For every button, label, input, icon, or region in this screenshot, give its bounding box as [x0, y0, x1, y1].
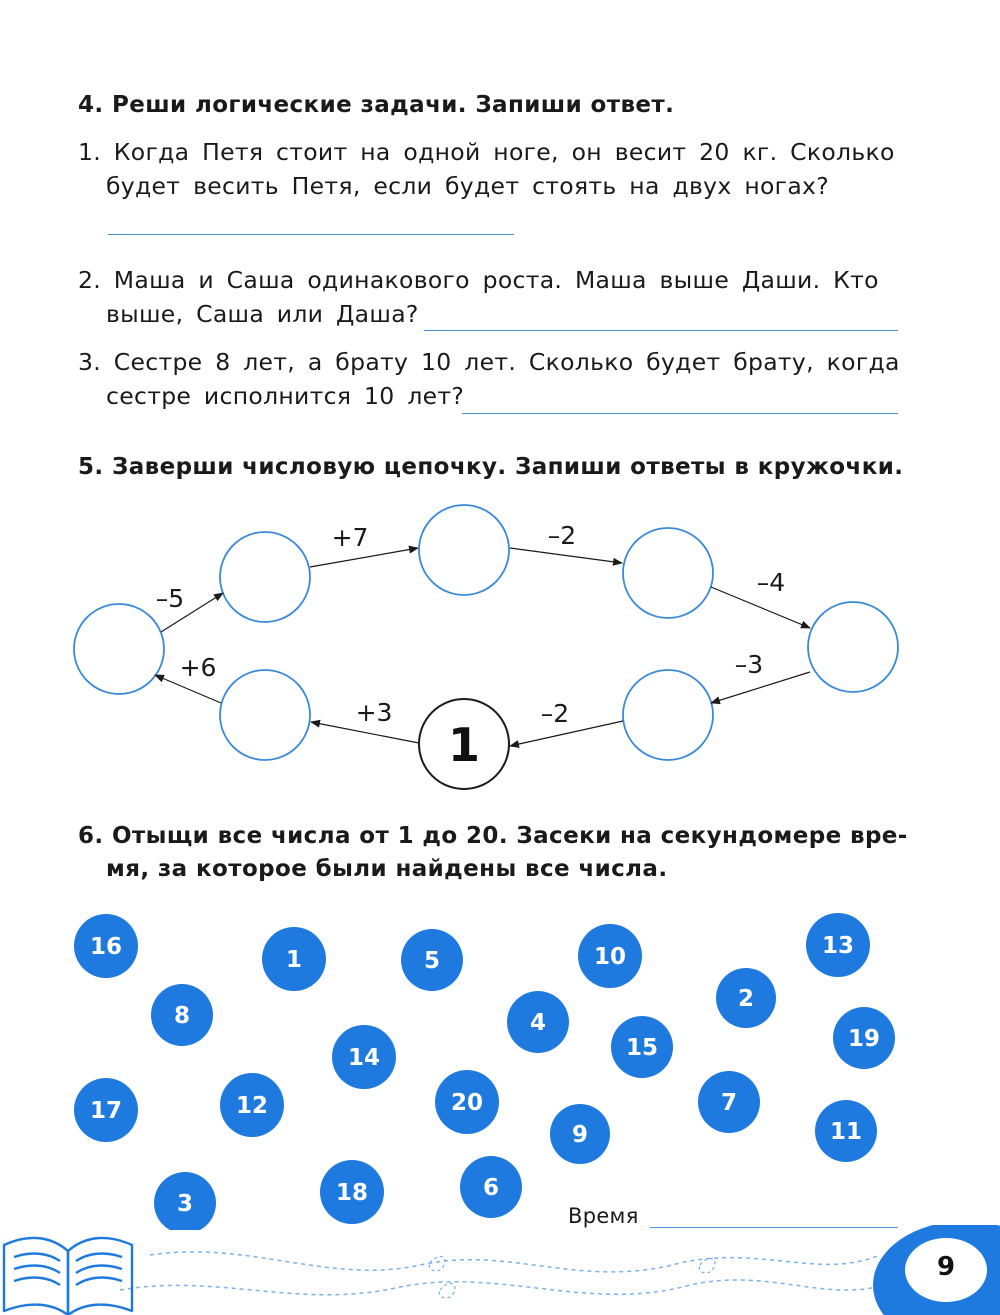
number-dot-18[interactable]	[320, 1160, 384, 1224]
chain-circle-h[interactable]	[220, 670, 310, 760]
number-dot-label: 4	[529, 1010, 547, 1036]
number-dot-label: 14	[347, 1045, 381, 1071]
q3-answer-line[interactable]	[462, 413, 898, 414]
q1-line1: 1. Когда Петя стоит на одной ноге, он весит 20 кг. Сколько	[78, 138, 895, 166]
number-dot-label: 6	[482, 1175, 500, 1201]
q2-line1: 2. Маша и Саша одинакового роста. Маша выше Даши. Кто	[78, 266, 879, 294]
chain-circle-c[interactable]	[419, 505, 509, 595]
task6-title-line2: мя, за которое были найдены все числа.	[106, 856, 668, 882]
number-dot-6[interactable]	[460, 1156, 522, 1218]
number-dot-label: 2	[737, 986, 755, 1012]
number-dot-label: 15	[625, 1035, 659, 1061]
q1-answer-line[interactable]	[108, 234, 514, 235]
number-dot-14[interactable]	[332, 1025, 396, 1089]
op-label-1: –5	[155, 584, 185, 613]
number-dot-17[interactable]	[74, 1078, 138, 1142]
number-dot-3[interactable]	[154, 1172, 216, 1230]
number-dot-label: 11	[829, 1119, 863, 1145]
number-dot-12[interactable]	[220, 1073, 284, 1137]
number-dot-label: 10	[593, 944, 627, 970]
chain-circle-e[interactable]	[808, 602, 898, 692]
number-dot-2[interactable]	[716, 968, 776, 1028]
number-dot-20[interactable]	[435, 1070, 499, 1134]
chain-circle-d[interactable]	[623, 528, 713, 618]
number-dot-label: 17	[89, 1098, 123, 1124]
op-label-6: –2	[540, 699, 570, 728]
number-dot-label: 13	[821, 933, 855, 959]
number-dot-label: 1	[285, 947, 303, 973]
op-label-3: –2	[547, 521, 577, 550]
number-dot-1[interactable]	[262, 927, 326, 991]
number-dot-15[interactable]	[611, 1016, 673, 1078]
task5-title: 5. Заверши числовую цепочку. Запиши ответы в кружочки.	[78, 454, 904, 480]
number-dot-label: 12	[235, 1093, 269, 1119]
number-dot-label: 5	[423, 948, 441, 974]
number-dot-label: 16	[89, 934, 123, 960]
q1-line2: будет весить Петя, если будет стоять на двух ногах?	[106, 172, 829, 200]
op-label-7: +3	[355, 698, 393, 727]
op-label-8: +6	[179, 653, 217, 682]
q3-line2: сестре исполнится 10 лет?	[106, 382, 465, 410]
number-dot-label: 9	[571, 1122, 589, 1148]
dashed-wave-bottom	[120, 1280, 890, 1295]
number-dot-label: 7	[720, 1090, 738, 1116]
number-dot-10[interactable]	[578, 924, 642, 988]
footer-decoration	[0, 1225, 1000, 1315]
number-dot-label: 20	[450, 1090, 484, 1116]
chain-start-value: 1	[447, 718, 481, 772]
number-chain	[0, 490, 1000, 800]
number-dot-8[interactable]	[151, 984, 213, 1046]
task4-title: 4. Реши логические задачи. Запиши ответ.	[78, 92, 675, 118]
number-dot-9[interactable]	[550, 1104, 610, 1164]
q2-answer-line[interactable]	[424, 330, 898, 331]
q2-line2: выше, Саша или Даша?	[106, 300, 419, 328]
number-dot-11[interactable]	[815, 1100, 877, 1162]
q3-line1: 3. Сестре 8 лет, а брату 10 лет. Сколько будет брату, когда	[78, 348, 900, 376]
page-number: 9	[936, 1252, 956, 1282]
number-dot-5[interactable]	[401, 929, 463, 991]
number-dot-label: 3	[176, 1191, 194, 1217]
number-dots-area	[0, 900, 1000, 1230]
chain-circle-a[interactable]	[74, 604, 164, 694]
op-label-2: +7	[331, 523, 369, 552]
number-dot-label: 18	[335, 1180, 369, 1206]
task6-title-line1: 6. Отыщи все числа от 1 до 20. Засеки на секундомере вре-	[78, 823, 908, 849]
arrow-3	[510, 548, 622, 563]
book-icon	[4, 1238, 132, 1315]
number-dot-16[interactable]	[74, 914, 138, 978]
number-dot-4[interactable]	[507, 991, 569, 1053]
number-dot-13[interactable]	[806, 913, 870, 977]
op-label-5: –3	[734, 650, 764, 679]
number-dot-label: 8	[173, 1003, 191, 1029]
chain-circle-b[interactable]	[220, 532, 310, 622]
op-label-4: –4	[756, 568, 786, 597]
number-dot-label: 19	[847, 1026, 881, 1052]
time-label: Время	[568, 1204, 639, 1228]
number-dot-19[interactable]	[833, 1007, 895, 1069]
dashed-wave-top	[150, 1252, 880, 1272]
chain-circle-f[interactable]	[623, 670, 713, 760]
number-dot-7[interactable]	[698, 1071, 760, 1133]
